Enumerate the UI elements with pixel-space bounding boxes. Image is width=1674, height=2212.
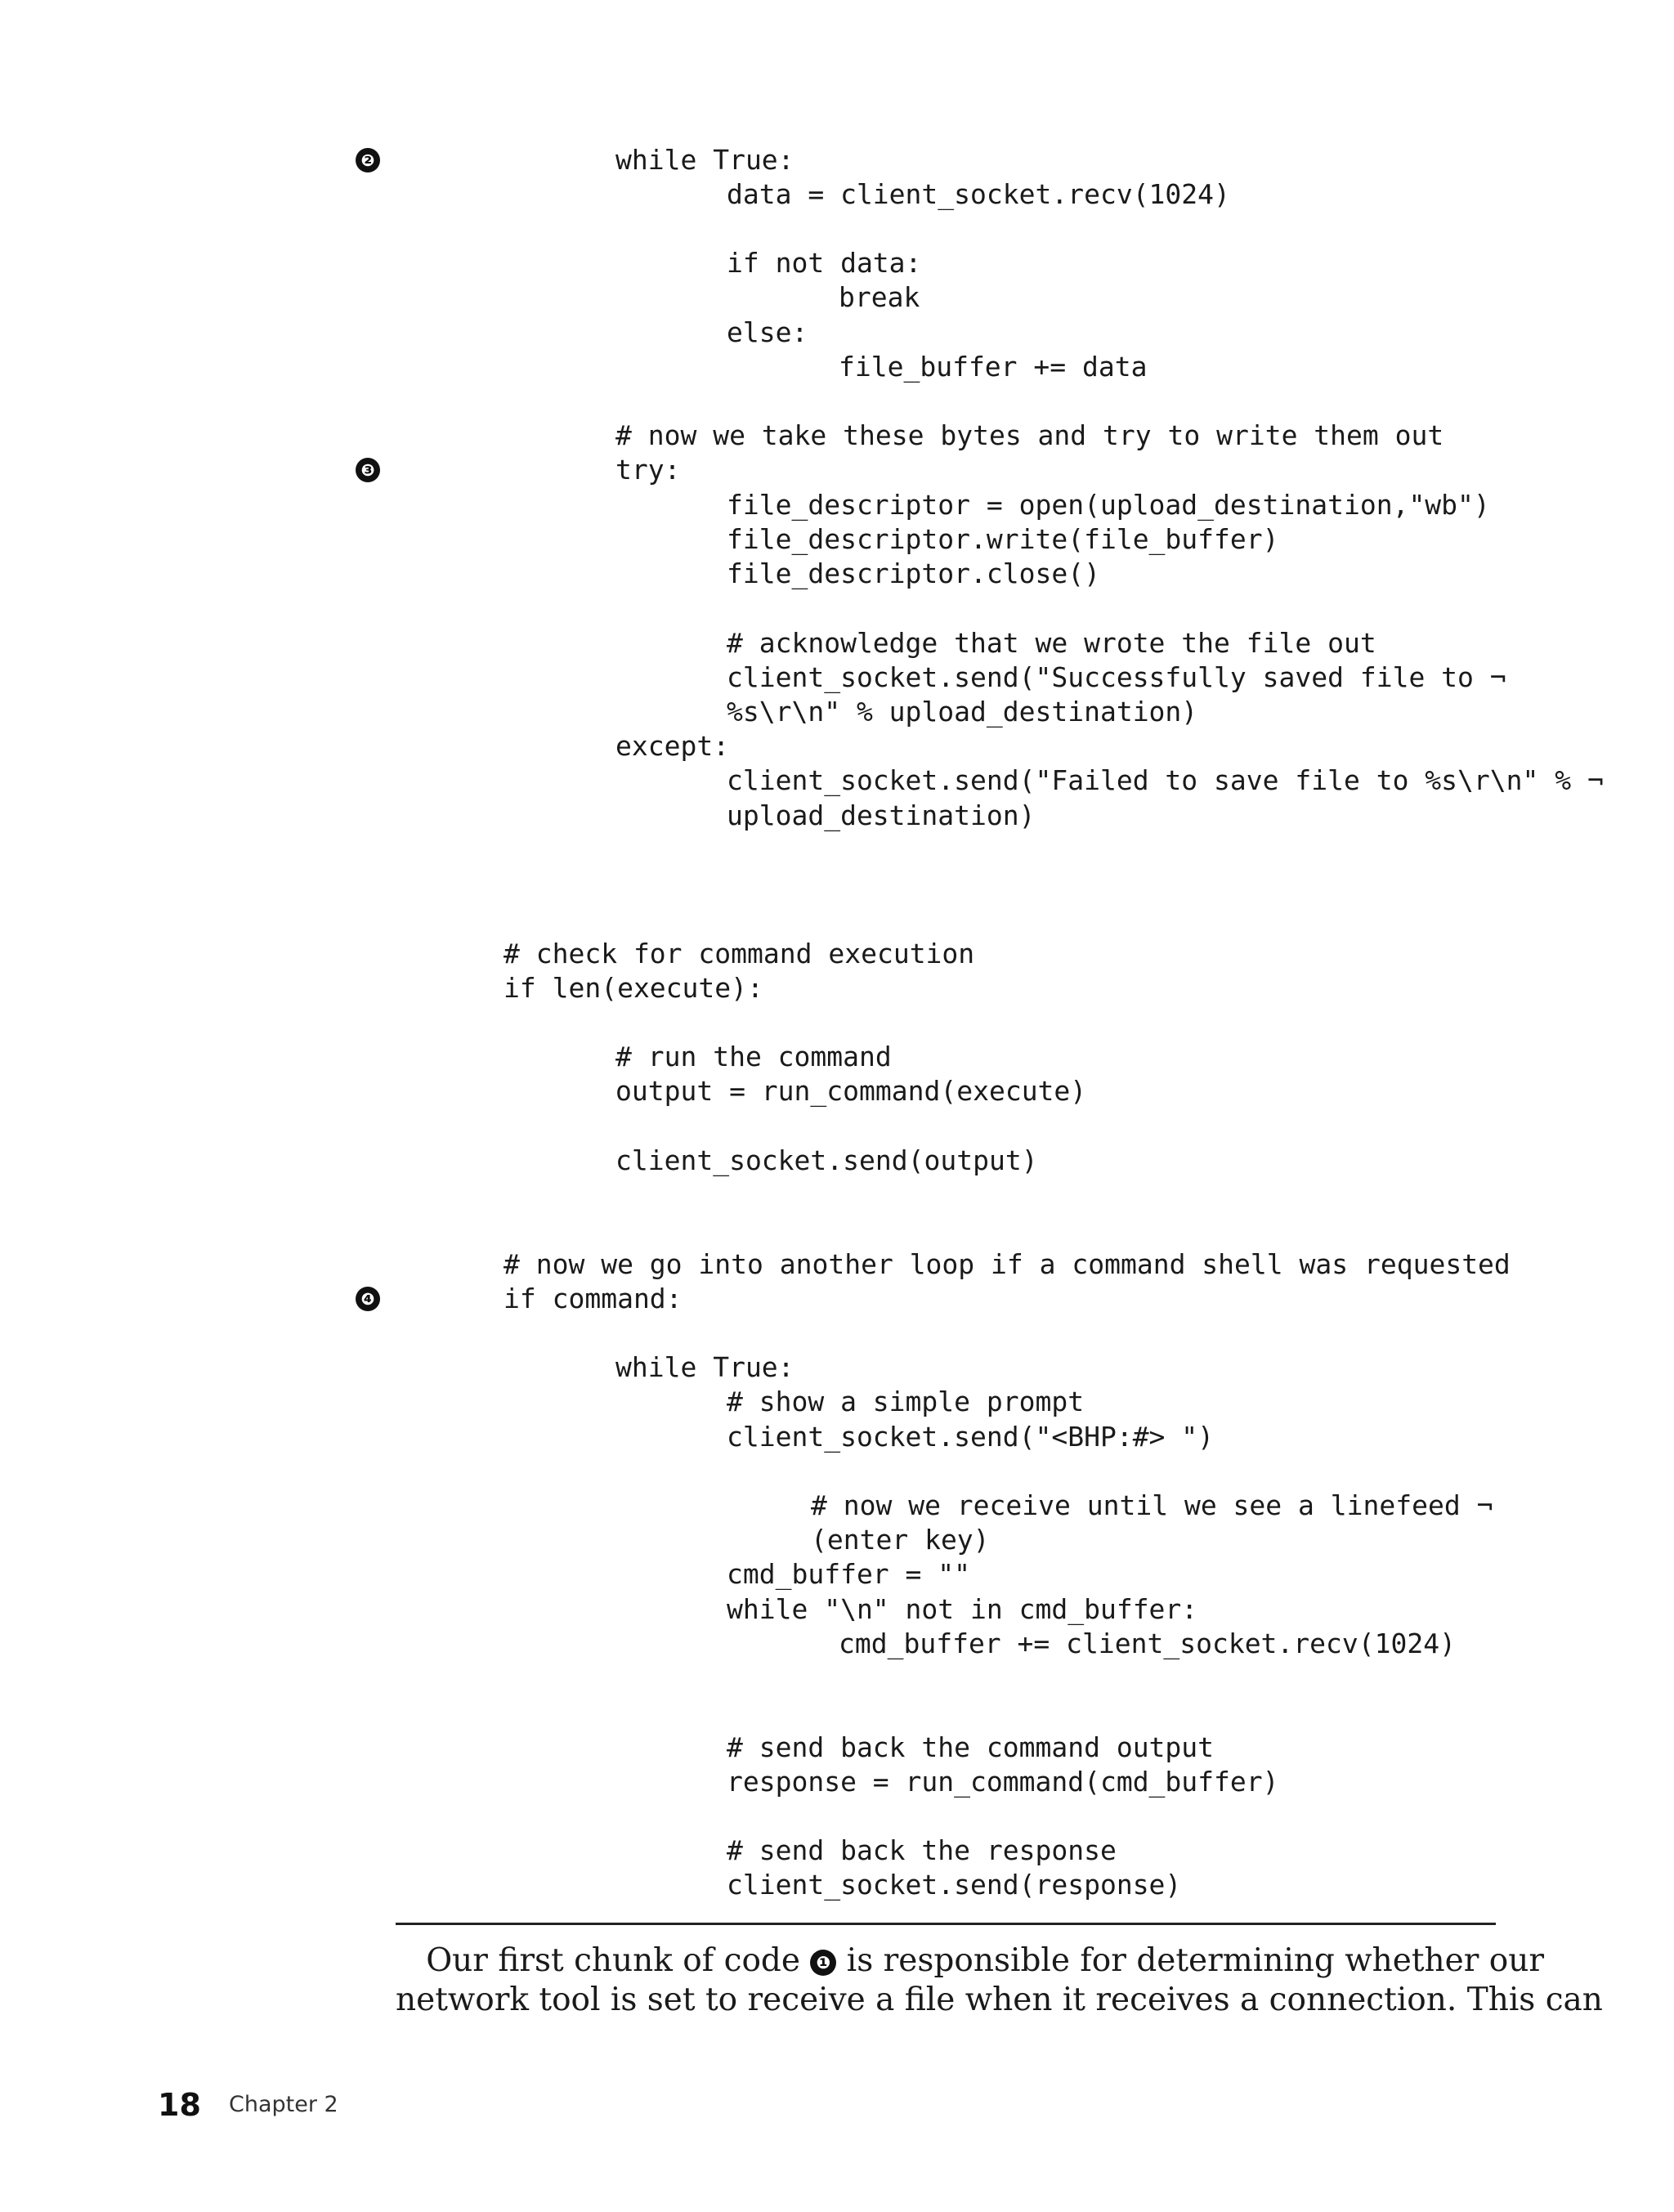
code-line: file_descriptor.write(file_buffer) — [727, 523, 1279, 555]
callout-marker-4: ❹ — [356, 1287, 380, 1311]
code-line: if len(execute): — [504, 972, 763, 1004]
body-text-segment: Our first chunk of code — [426, 1942, 811, 1979]
code-line: client_socket.send("Failed to save file to %s\r\n" % ¬ — [727, 764, 1604, 796]
chapter-label: Chapter 2 — [229, 2092, 338, 2117]
callout-marker-2: ❷ — [356, 148, 380, 172]
code-line: # now we take these bytes and try to write them out — [615, 419, 1444, 451]
code-line: while True: — [615, 1351, 794, 1383]
body-line-1 — [396, 1941, 1545, 1981]
code-end-rule — [396, 1923, 1496, 1925]
code-line: if not data: — [727, 247, 922, 279]
body-paragraph — [396, 1941, 1603, 2020]
code-line: while "\n" not in cmd_buffer: — [727, 1593, 1198, 1625]
code-line: # acknowledge that we wrote the file out — [727, 627, 1376, 659]
code-line: file_buffer += data — [839, 351, 1148, 383]
code-line: file_descriptor = open(upload_destination,"wb") — [727, 489, 1490, 521]
page-number: 18 — [158, 2087, 201, 2123]
callout-marker-3: ❸ — [356, 458, 380, 482]
code-line: client_socket.send("<BHP:#> ") — [727, 1421, 1215, 1453]
code-line: data = client_socket.recv(1024) — [727, 178, 1230, 210]
code-line: (enter key) — [811, 1524, 990, 1556]
code-line: while True: — [615, 144, 794, 176]
code-line: cmd_buffer = "" — [727, 1558, 971, 1590]
code-line: client_socket.send("Successfully saved file to ¬ — [727, 661, 1506, 693]
body-line-2: network tool is set to receive a file when it receives a connection. This can — [396, 1981, 1603, 2018]
code-line: # now we go into another loop if a command shell was requested — [504, 1248, 1511, 1280]
code-line: cmd_buffer += client_socket.recv(1024) — [839, 1628, 1456, 1659]
code-line: break — [839, 281, 920, 313]
code-line: # now we receive until we see a linefeed ¬ — [811, 1489, 1493, 1521]
code-line: # send back the response — [727, 1834, 1117, 1866]
code-line: if command: — [504, 1283, 683, 1314]
code-line: # show a simple prompt — [727, 1386, 1085, 1417]
code-line: response = run_command(cmd_buffer) — [727, 1766, 1279, 1798]
code-line: client_socket.send(output) — [615, 1144, 1038, 1176]
code-line: except: — [615, 730, 730, 762]
code-line: # run the command — [615, 1041, 892, 1072]
code-line: output = run_command(execute) — [615, 1075, 1087, 1107]
code-line: upload_destination) — [727, 799, 1036, 831]
callout-marker-1: ❶ — [810, 1950, 836, 1976]
code-line: else: — [727, 316, 808, 348]
code-line: %s\r\n" % upload_destination) — [727, 696, 1198, 728]
code-line: # send back the command output — [727, 1731, 1215, 1763]
indent — [396, 1942, 426, 1979]
body-text-segment: is responsible for determining whether our — [836, 1942, 1545, 1979]
code-line: client_socket.send(response) — [727, 1869, 1182, 1901]
code-line: # check for command execution — [504, 938, 975, 969]
code-line: file_descriptor.close() — [727, 557, 1100, 589]
code-line: try: — [615, 454, 681, 486]
